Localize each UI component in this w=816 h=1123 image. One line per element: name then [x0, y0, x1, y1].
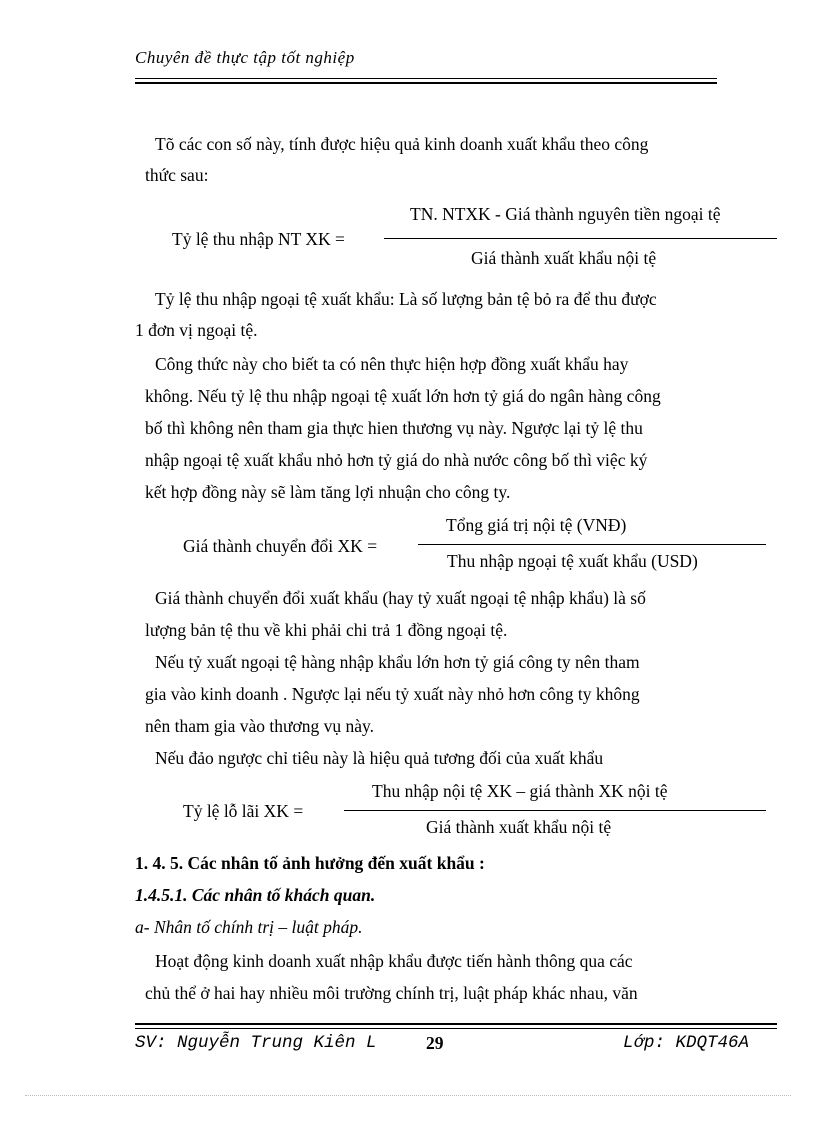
text-line: 1 đơn vị ngoại tệ.: [135, 320, 258, 340]
fraction-bar: [384, 238, 777, 239]
fraction-bar: [418, 544, 766, 545]
text-line: Nếu tỷ xuất ngoại tệ hàng nhập khẩu lớn hơn tỷ giá công ty nên tham: [155, 652, 640, 672]
footer-page-number: 29: [426, 1033, 444, 1053]
header-rule-bottom: [135, 82, 717, 84]
section-heading: 1. 4. 5. Các nhân tố ảnh hưởng đến xuất khẩu :: [135, 853, 485, 873]
text-line: nên tham gia vào thương vụ này.: [145, 716, 375, 736]
formula-numerator: TN. NTXK - Giá thành nguyên tiền ngoại tệ: [410, 204, 721, 224]
formula-numerator: Thu nhập nội tệ XK – giá thành XK nội tệ: [372, 781, 668, 801]
text-line: Công thức này cho biết ta có nên thực hiện hợp đồng xuất khẩu hay: [155, 354, 629, 374]
text-line: bố thì không nên tham gia thực hien thương vụ này. Ngược lại tỷ lệ thu: [145, 418, 643, 438]
formula-numerator: Tổng giá trị nội tệ (VNĐ): [446, 515, 627, 535]
footer-class: Lớp: KDQT46A: [623, 1033, 750, 1053]
text-line: Giá thành chuyển đổi xuất khẩu (hay tỷ xuất ngoại tệ nhập khẩu) là số: [155, 588, 646, 608]
text-line: Tỷ lệ thu nhập ngoại tệ xuất khẩu: Là số lượng bản tệ bỏ ra để thu được: [155, 289, 657, 309]
text-line: kết hợp đồng này sẽ làm tăng lợi nhuận cho công ty.: [145, 482, 511, 502]
text-line: Hoạt động kinh doanh xuất nhập khẩu được tiến hành thông qua các: [155, 951, 633, 971]
formula-label: Giá thành chuyển đổi XK =: [183, 536, 378, 556]
footer-rule-top: [135, 1023, 777, 1025]
fraction-bar: [344, 810, 766, 811]
footer-student-name: SV: Nguyễn Trung Kiên L: [135, 1033, 377, 1053]
subsubsection-heading: a- Nhân tố chính trị – luật pháp.: [135, 917, 363, 937]
page-header-title: Chuyên đề thực tập tốt nghiệp: [135, 48, 355, 67]
header-rule-top: [135, 78, 717, 79]
text-line: lượng bản tệ thu về khi phải chi trả 1 đồng ngoại tệ.: [145, 620, 508, 640]
formula-label: Tỷ lệ thu nhập NT XK =: [172, 229, 345, 249]
text-line: Nếu đảo ngược chỉ tiêu này là hiệu quả tương đối của xuất khẩu: [155, 748, 604, 768]
text-line: thức sau:: [145, 165, 209, 185]
footer-rule-bottom: [135, 1028, 777, 1029]
formula-denominator: Giá thành xuất khẩu nội tệ: [471, 248, 657, 268]
subsection-heading: 1.4.5.1. Các nhân tố khách quan.: [135, 885, 376, 905]
formula-label: Tỷ lệ lỗ lãi XK =: [183, 801, 304, 821]
text-line: nhập ngoại tệ xuất khẩu nhỏ hơn tỷ giá do nhà nước công bố thì việc ký: [145, 450, 648, 470]
page-bottom-divider: [25, 1095, 791, 1096]
text-line: không. Nếu tỷ lệ thu nhập ngoại tệ xuất lớn hơn tỷ giá do ngân hàng công: [145, 386, 661, 406]
text-line: chủ thể ở hai hay nhiều môi trường chính trị, luật pháp khác nhau, văn: [145, 983, 638, 1003]
text-line: gia vào kinh doanh . Ngược lại nếu tỷ xuất này nhỏ hơn công ty không: [145, 684, 640, 704]
formula-denominator: Thu nhập ngoại tệ xuất khẩu (USD): [447, 551, 698, 571]
formula-denominator: Giá thành xuất khẩu nội tệ: [426, 817, 612, 837]
text-line: Tõ các con số này, tính được hiệu quả kinh doanh xuất khẩu theo công: [155, 134, 649, 154]
